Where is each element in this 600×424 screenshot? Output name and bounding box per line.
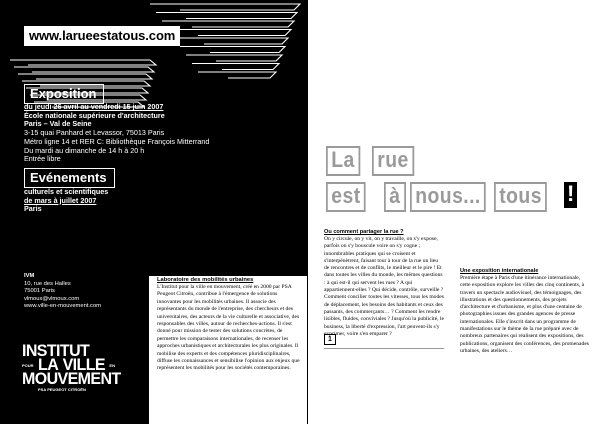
title-word-la: La bbox=[326, 146, 360, 176]
address-email[interactable]: vlmoux@vlmoux.com bbox=[24, 295, 80, 302]
exposition-venue: École nationale supérieure d'architecture bbox=[24, 110, 165, 120]
footer-rule bbox=[324, 348, 444, 349]
page-number: 1 bbox=[324, 334, 336, 345]
title-word-est: est bbox=[326, 182, 366, 212]
exposition-hours: Du mardi au dimanche de 14 h à 20 h bbox=[24, 145, 145, 155]
title-word-tous: tous bbox=[494, 182, 547, 212]
evenements-type: culturels et scientifiques bbox=[24, 187, 109, 196]
evenements-dates: de mars à juillet 2007 bbox=[24, 195, 97, 205]
title-word-nous: nous... bbox=[410, 182, 486, 212]
international-title: Une exposition internationale bbox=[460, 268, 539, 274]
stripe-line bbox=[186, 55, 282, 61]
laboratoire-body: L'Institut pour la ville en mouvement, créé en 2000 par PSA Peugeot Citroën, contribue à l'émergence de solutions innovantes pour les mobilités urbaines. Il associe des représentants du monde de l'entreprise, des chercheurs et des universitaires, des acteurs de la vie culturelle et associative, des responsables des villes, autour de recherches-actions. Il s'est donné pour mission de tester des solutions concrètes, de permettre les comparaisons internationales, de recenser les approches urbanistiques et architecturales les plus originales. Il mobilise des experts et des compétences pluridisciplinaires, diffuse les connaissances et sensibilise l'opinion aux enjeux que représentent les mobilités pour les sociétés contemporaines. bbox=[157, 284, 300, 372]
stripe-line bbox=[198, 72, 276, 78]
question-body: On y circule, on y vit, on y travaille, on s'y expose, parfois on s'y bouscule voire on s'y cogne ; innombrables pratiques qui se croisent et s'interpénètrent, faisant tour à tour de la rue un lieu de rencontres et de conflits, le meilleur et le pire ! Et dans toutes les villes du monde, les mêmes questions : à qui est-il qui servent les rues ? A qui appartiennent-elles ? Qui décide, contrôle, surveille ? Comment concilier toutes les vitesses, tous les modes de déplacement, les besoins des habitants et ceux des passants, des commerçants… ? Comment les rendre lisibles, fluides, conviviales ? Jusqu'où la publicité, le business, la liberté d'expression, l'art peuvent-ils s'y exprimer, voire s'en emparer ? bbox=[324, 236, 445, 337]
title-exclamation: ! bbox=[564, 182, 577, 208]
exposition-heading: Exposition bbox=[24, 84, 104, 104]
laboratoire-title: Laboratoire des mobilités urbaines bbox=[157, 277, 254, 283]
logo-ville: VILLE bbox=[62, 356, 105, 375]
exposition-venue-2: Paris – Val de Seine bbox=[24, 119, 92, 129]
stripe-line bbox=[14, 67, 154, 72]
logo-en: EN bbox=[109, 363, 115, 369]
title-word-rue: rue bbox=[372, 146, 414, 176]
international-block bbox=[460, 267, 590, 355]
question-block bbox=[324, 228, 444, 338]
ivm-org: IVM bbox=[24, 273, 35, 279]
exposition-entry: Entrée libre bbox=[24, 154, 61, 164]
address-city: 75001 Paris bbox=[24, 288, 55, 294]
website-url[interactable]: www.larueestatous.com bbox=[24, 26, 180, 46]
exposition-details bbox=[24, 103, 209, 164]
address-website[interactable]: www.ville-en-mouvement.com bbox=[24, 303, 101, 309]
logo-psa: PSA PEUGEOT CITROËN bbox=[38, 387, 86, 392]
question-title: Ou comment partager la rue ? bbox=[324, 229, 404, 235]
stripe-line bbox=[150, 4, 300, 10]
logo-mouvement: MOUVEMENT bbox=[22, 370, 121, 389]
exposition-address: 3-15 quai Panhard et Levassor, 75013 Paris bbox=[24, 128, 165, 138]
stripe-line bbox=[174, 38, 288, 44]
stripe-line bbox=[192, 64, 279, 70]
ivm-address bbox=[24, 273, 101, 311]
logo-pour: POUR bbox=[22, 363, 34, 369]
exposition-metro: Métro ligne 14 et RER C: Bibliothèque François Mitterrand bbox=[24, 136, 210, 146]
logo-la: LA bbox=[38, 356, 59, 375]
stripe-line bbox=[10, 60, 156, 65]
ivm-logo bbox=[22, 342, 121, 392]
evenements-city: Paris bbox=[24, 204, 42, 214]
stripe-line bbox=[180, 47, 285, 53]
evenements-details bbox=[24, 188, 108, 214]
address-street: 10, rue des Halles bbox=[24, 280, 71, 287]
exposition-dates: du jeudi 26 avril au vendredi 15 juin 2007 bbox=[24, 102, 164, 111]
evenements-heading: Evénements bbox=[24, 168, 115, 188]
stripe-line bbox=[162, 21, 294, 27]
right-page bbox=[308, 0, 600, 424]
stripe-line bbox=[18, 74, 152, 79]
laboratoire-block bbox=[157, 276, 302, 373]
title-word-a: à bbox=[384, 182, 406, 212]
international-body: Première étape à Paris d'une itinérance internationale, cette exposition explore les villes des cinq continents, à travers un spectacle audiovisuel, des témoignages, des illustrations et des questionnements, des projets d'architecture et d'urbanisme, et plus d'une centaine de photographies issues des grandes agences de presse internationales. Elle s'inscrit dans un programme de manifestations sur le thème de la rue préparé avec de nombreux partenaires qui réalisent des expositions, des publications, organisent des conférences, des promenades urbaines, des ateliers… bbox=[460, 275, 589, 354]
stripe-line bbox=[168, 30, 291, 36]
logo-institut: INSTITUT bbox=[22, 342, 90, 361]
laboratoire-column bbox=[149, 276, 307, 424]
stripe-line bbox=[156, 13, 297, 19]
